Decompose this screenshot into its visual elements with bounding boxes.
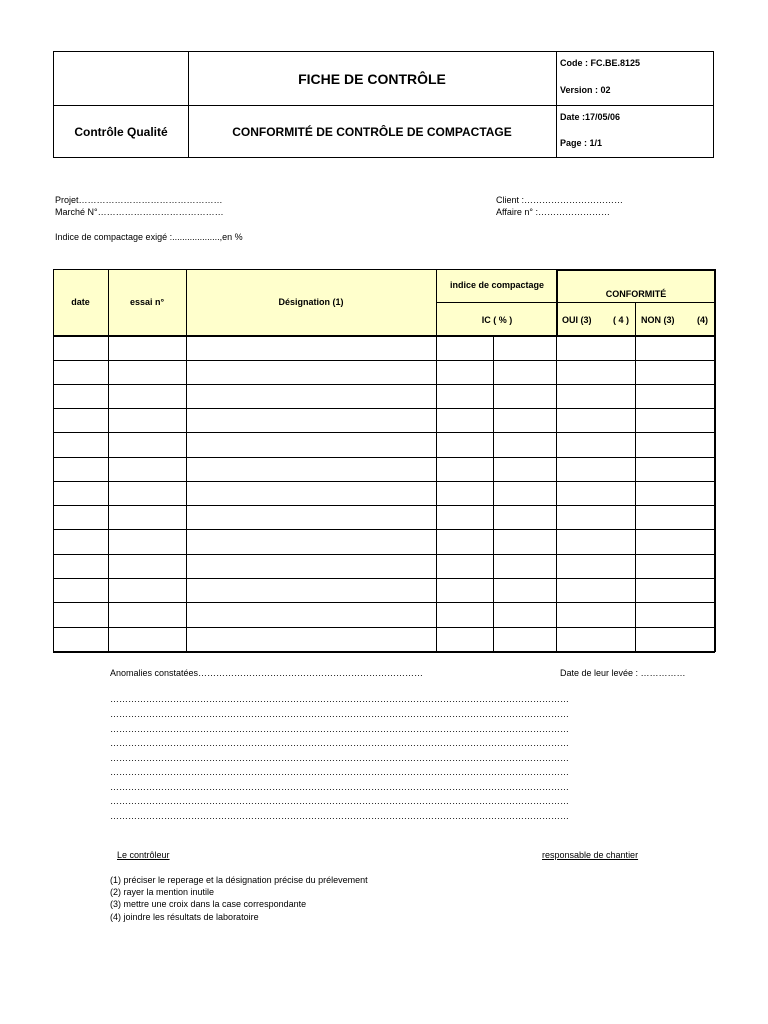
- table-row[interactable]: [53, 408, 715, 409]
- column-header-designation: Désignation (1): [278, 297, 344, 307]
- control-table: [53, 269, 715, 652]
- anomalies-line[interactable]: ………………………………………………………………………………………………………………………………………: [110, 694, 569, 704]
- field-client[interactable]: Client :……………………………: [496, 195, 624, 205]
- table-row[interactable]: [53, 602, 715, 603]
- column-header-non: NON (3): [641, 315, 675, 325]
- anomalies-line[interactable]: ………………………………………………………………………………………………………………………………………: [110, 724, 569, 734]
- footnote: (3) mettre une croix dans la case correspondante: [110, 899, 307, 909]
- signature-controleur: Le contrôleur: [117, 850, 170, 860]
- table-row[interactable]: [53, 578, 715, 579]
- department-label: Contrôle Qualité: [74, 125, 168, 139]
- document-version: Version : 02: [560, 85, 611, 95]
- anomalies-line[interactable]: ………………………………………………………………………………………………………………………………………: [110, 753, 569, 763]
- document-date: Date :17/05/06: [560, 112, 621, 122]
- column-header-non-note: (4): [697, 315, 708, 325]
- document-page: Page : 1/1: [560, 138, 603, 148]
- column-header-oui-note: ( 4 ): [613, 315, 630, 325]
- signature-responsable: responsable de chantier: [542, 850, 639, 860]
- column-header-date: date: [71, 297, 90, 307]
- anomalies-line[interactable]: ………………………………………………………………………………………………………………………………………: [110, 796, 569, 806]
- table-row[interactable]: [53, 457, 715, 458]
- field-affaire[interactable]: Affaire n° :……………………: [496, 207, 610, 217]
- page-title: FICHE DE CONTRÔLE: [298, 70, 446, 87]
- document-code: Code : FC.BE.8125: [560, 58, 641, 68]
- table-row[interactable]: [53, 529, 715, 530]
- anomalies-line[interactable]: ………………………………………………………………………………………………………………………………………: [110, 811, 569, 821]
- anomalies-line[interactable]: ………………………………………………………………………………………………………………………………………: [110, 782, 569, 792]
- document-header: [53, 51, 714, 158]
- anomalies-line[interactable]: ………………………………………………………………………………………………………………………………………: [110, 738, 569, 748]
- table-row[interactable]: [53, 627, 715, 628]
- table-row[interactable]: [53, 505, 715, 506]
- anomalies-label[interactable]: Anomalies constatées…………………………………………………………………: [110, 668, 424, 678]
- anomalies-line[interactable]: ………………………………………………………………………………………………………………………………………: [110, 709, 569, 719]
- anomalies-levee-date[interactable]: Date de leur levée : ……………: [560, 668, 686, 678]
- column-header-ic: IC ( % ): [481, 315, 513, 325]
- footnote: (2) rayer la mention inutile: [110, 887, 215, 897]
- column-header-indice: indice de compactage: [449, 280, 545, 290]
- field-projet[interactable]: Projet…………………………………………: [55, 195, 223, 205]
- table-row[interactable]: [53, 432, 715, 433]
- column-header-oui: OUI (3): [562, 315, 592, 325]
- column-header-essai: essai n°: [129, 297, 165, 307]
- column-header-conformite: CONFORMITÉ: [605, 289, 667, 299]
- table-row[interactable]: [53, 481, 715, 482]
- footnote: (1) préciser le reperage et la désignation précise du prélevement: [110, 875, 368, 885]
- table-row[interactable]: [53, 554, 715, 555]
- footnote: (4) joindre les résultats de laboratoire: [110, 912, 259, 922]
- anomalies-line[interactable]: ………………………………………………………………………………………………………………………………………: [110, 767, 569, 777]
- document-subtitle: CONFORMITÉ DE CONTRÔLE DE COMPACTAGE: [232, 125, 512, 139]
- table-row[interactable]: [53, 384, 715, 385]
- field-marche[interactable]: Marché N°……………………………………: [55, 207, 224, 217]
- field-indice-exige[interactable]: Indice de compactage exigé :...................,en %: [55, 232, 243, 242]
- table-row[interactable]: [53, 360, 715, 361]
